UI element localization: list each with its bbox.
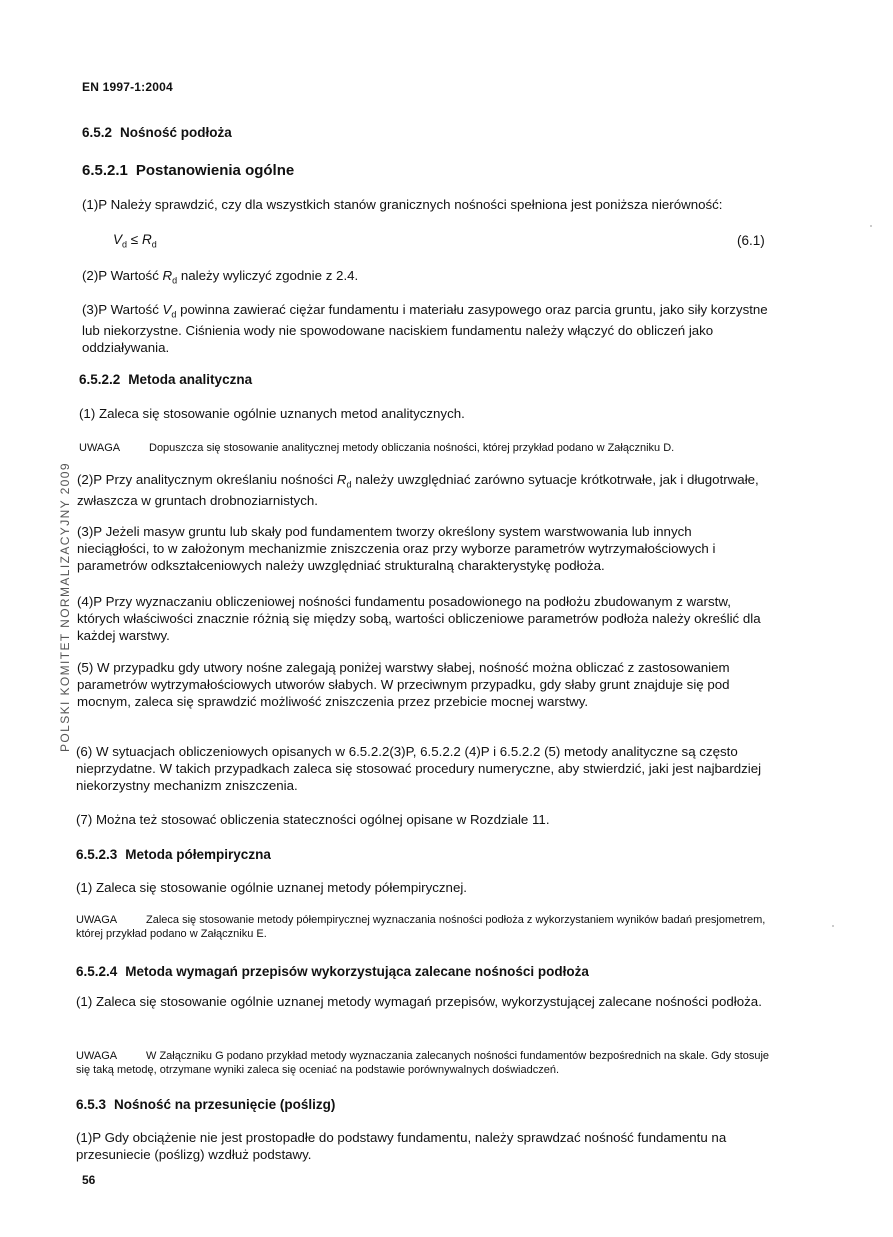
symbol-subscript: d (346, 479, 352, 490)
scan-speck (870, 225, 872, 227)
equation-6-1 (113, 232, 157, 250)
section-title: Postanowienia ogólne (135, 162, 295, 179)
symbol-letter: R (336, 472, 347, 487)
equation-lhs: V (113, 232, 123, 247)
symbol-subscript: d (171, 309, 177, 320)
symbol-letter: V (162, 302, 172, 317)
text-run: należy uwzględniać zarówno sytuacje krótkotrwałe, jak i długotrwałe, zwłaszcza w gruntach drobnoziarnistych. (77, 472, 759, 509)
section-6-5-2-4-heading (76, 964, 589, 979)
section-title: Nośność podłoża (120, 125, 232, 140)
symbol-rd (336, 472, 352, 490)
paragraph-6-5-2-2-5: (5) W przypadku gdy utwory nośne zalegają poniżej warstwy słabej, nośność można obliczać z zastosowaniem parametrów wytrzymałościowych utworów słabych. W przeciwnym przypadku, gdy słaby grunt znajduje się pod mocnym, zaleca się sprawdzić możliwość zniszczenia przez przebicie mocnej warstwy. (77, 660, 730, 709)
symbol-vd (162, 302, 177, 320)
symbol-subscript: d (172, 275, 178, 286)
note-6-5-2-3 (76, 914, 776, 941)
section-title: Nośność na przesunięcie (poślizg) (114, 1097, 336, 1112)
paragraph-6-5-2-4-1: (1) Zaleca się stosowanie ogólnie uznanej metody wymagań przepisów, wykorzystującej zalecane nośności podłoża. (76, 994, 762, 1009)
paragraph-6-5-2-2-3: (3)P Jeżeli masyw gruntu lub skały pod fundamentem tworzy określony system warstwowania lub innych nieciągłości, to w założonym mechanizmie zniszczenia oraz przy wyborze parametrów wytrzymałościowych i parametrów odkształceniowych należy uwzględniać strukturalną charakterystykę podłoża. (77, 524, 716, 573)
section-title: Metoda półempiryczna (125, 847, 271, 862)
section-number: 6.5.2 (82, 125, 113, 140)
note-label: UWAGA (76, 1050, 118, 1062)
note-6-5-2-2 (79, 442, 779, 456)
paragraph-6-5-2-2-6: (6) W sytuacjach obliczeniowych opisanych w 6.5.2.2(3)P, 6.5.2.2 (4)P i 6.5.2.2 (5) metody analityczne są często nieprzydatne. W takich przypadkach zaleca się stosować procedury numeryczne, aby stwierdzić, jaki jest najbardziej niekorzystny mechanizm zniszczenia. (76, 744, 762, 793)
standard-header: EN 1997-1:2004 (82, 80, 173, 94)
text-run: (2)P Wartość (82, 268, 163, 283)
note-label: UWAGA (76, 914, 118, 926)
note-text: Dopuszcza się stosowanie analitycznej metody obliczania nośności, której przykład podano w Załączniku D. (149, 442, 675, 454)
page-number: 56 (82, 1173, 96, 1187)
section-number: 6.5.2.2 (79, 372, 121, 387)
paragraph-6-5-2-2-2 (77, 472, 767, 510)
paragraph-6-5-2-1-2 (82, 268, 772, 289)
paragraph-6-5-2-3-1: (1) Zaleca się stosowanie ogólnie uznanej metody półempirycznej. (76, 880, 467, 895)
text-run: należy wyliczyć zgodnie z 2.4. (177, 268, 359, 283)
note-label: UWAGA (79, 442, 121, 454)
symbol-rd (162, 268, 178, 286)
paragraph-6-5-3-1: (1)P Gdy obciążenie nie jest prostopadłe do podstawy fundamentu, należy sprawdzać nośność fundamentu na przesuniecie (poślizg) wzdłuż podstawy. (76, 1130, 727, 1162)
equation-lhs-sub: d (122, 239, 128, 250)
equation-operator: ≤ (127, 232, 142, 247)
section-number: 6.5.2.4 (76, 964, 118, 979)
section-number: 6.5.2.3 (76, 847, 118, 862)
section-6-5-2-heading (82, 125, 232, 140)
equation-number: (6.1) (737, 233, 765, 248)
section-number: 6.5.2.1 (82, 162, 128, 179)
text-run: powinna zawierać ciężar fundamentu i materiału zasypowego oraz parcia gruntu, jako siły korzystne lub niekorzystne. Ciśnienia wody nie spowodowane naciskiem fundamentu należy włączyć do obliczeń jako oddziaływania. (82, 302, 768, 356)
section-title: Metoda wymagań przepisów wykorzystująca zalecane nośności podłoża (125, 964, 589, 979)
paragraph-6-5-2-1-3 (82, 302, 772, 357)
paragraph-6-5-2-2-4: (4)P Przy wyznaczaniu obliczeniowej nośności fundamentu posadowionego na podłożu zbudowanym z warstw, których właściwości znacznie różnią się między sobą, wartości obliczeniowe parametrów podłoża należy określić dla każdej warstwy. (77, 594, 761, 643)
section-6-5-2-1-heading (82, 162, 294, 179)
note-text: W Załączniku G podano przykład metody wyznaczania zalecanych nośności fundamentów bezpośrednich na skale. Gdy stosuje się taką metodę, otrzymane wyniki zaleca się oceniać na podstawie porównywalnych doświadczeń. (76, 1050, 770, 1076)
text-run: (2)P Przy analitycznym określaniu nośności (77, 472, 337, 487)
equation-rhs-sub: d (151, 239, 157, 250)
note-text: Zaleca się stosowanie metody półempirycznej wyznaczania nośności podłoża z wykorzystaniem wyników badań presjometrem, której przykład podano w Załączniku E. (76, 914, 766, 940)
paragraph-6-5-2-1-1: (1)P Należy sprawdzić, czy dla wszystkich stanów granicznych nośności spełniona jest poniższa nierówność: (82, 197, 723, 212)
paragraph-6-5-2-2-1: (1) Zaleca się stosowanie ogólnie uznanych metod analitycznych. (79, 406, 465, 421)
section-6-5-3-heading (76, 1097, 335, 1112)
note-6-5-2-4 (76, 1050, 776, 1077)
section-6-5-2-2-heading (79, 372, 252, 387)
section-6-5-2-3-heading (76, 847, 271, 862)
section-number: 6.5.3 (76, 1097, 107, 1112)
paragraph-6-5-2-2-7: (7) Można też stosować obliczenia stateczności ogólnej opisane w Rozdziale 11. (76, 812, 550, 827)
equation-rhs: R (141, 232, 152, 247)
scan-speck (832, 925, 834, 927)
section-title: Metoda analityczna (128, 372, 253, 387)
text-run: (3)P Wartość (82, 302, 163, 317)
sidebar-watermark: POLSKI KOMITET NORMALIZACYJNY 2009 (58, 462, 72, 752)
symbol-letter: R (162, 268, 173, 283)
